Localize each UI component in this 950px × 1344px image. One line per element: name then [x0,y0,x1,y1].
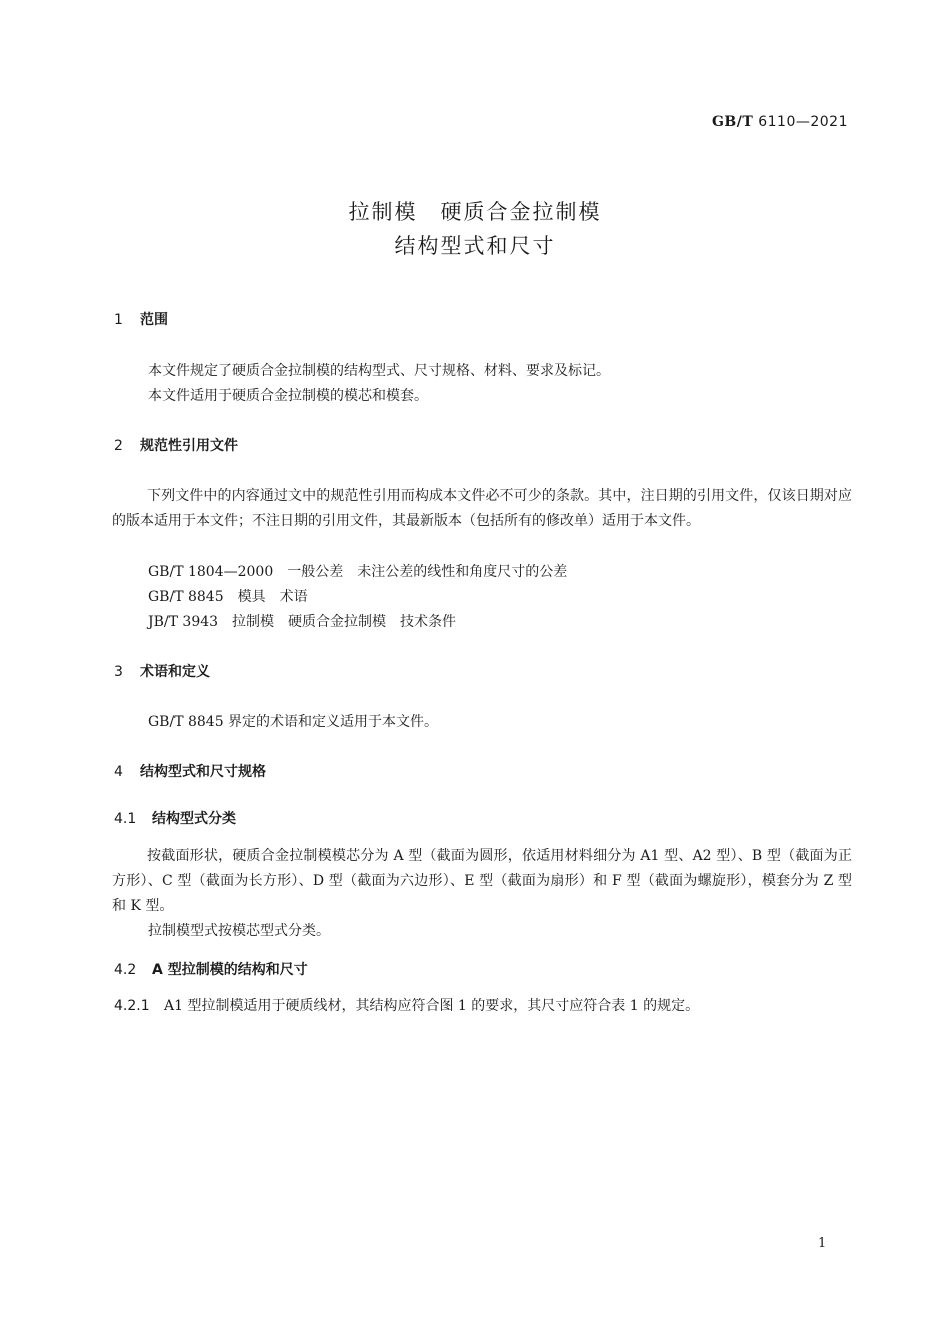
section-4-heading: 4 结构型式和尺寸规格 [114,764,266,780]
section-2-intro: 下列文件中的内容通过文中的规范性引用而构成本文件必不可少的条款。其中，注日期的引用文件，仅该日期对应的版本适用于本文件；不注日期的引用文件，其最新版本（包括所有的修改单）适用于本文件。 [112,488,852,529]
document-title-line1: 拉制模 硬质合金拉制模 [348,200,602,224]
page-number: 1 [818,1236,827,1251]
reference-item: GB/T 1804—2000 一般公差 未注公差的线性和角度尺寸的公差 [148,564,568,580]
clause-4-2-1: 4.2.1 A1 型拉制模适用于硬质线材，其结构应符合图 1 的要求，其尺寸应符合表 1 的规定。 [114,998,700,1014]
document-title-line2: 结构型式和尺寸 [394,234,556,258]
reference-item: JB/T 3943 拉制模 硬质合金拉制模 技术条件 [148,614,457,630]
section-2-heading: 2 规范性引用文件 [114,438,238,454]
paragraph: 本文件规定了硬质合金拉制模的结构型式、尺寸规格、材料、要求及标记。 [148,363,610,379]
subsection-4-1-text: 按截面形状，硬质合金拉制模模芯分为 A 型（截面为圆形，依适用材料细分为 A1 型、A2 型）、B 型（截面为正方形）、C 型（截面为长方形）、D 型（截面为六边形）、E 型（截面为扇形）和 F 型（截面为螺旋形），模套分为 Z 型和 K 型。 [112,848,852,914]
paragraph: 本文件适用于硬质合金拉制模的模芯和模套。 [148,388,428,404]
standard-code: GB/T 6110—2021 [711,114,848,130]
subsection-4-2-heading: 4.2 A 型拉制模的结构和尺寸 [114,962,308,978]
section-1-heading: 1 范围 [114,312,168,328]
paragraph: 拉制模型式按模芯型式分类。 [148,923,330,939]
paragraph: GB/T 8845 界定的术语和定义适用于本文件。 [148,714,439,730]
section-3-heading: 3 术语和定义 [114,664,210,680]
reference-item: GB/T 8845 模具 术语 [148,589,308,605]
subsection-4-1-heading: 4.1 结构型式分类 [114,811,236,827]
